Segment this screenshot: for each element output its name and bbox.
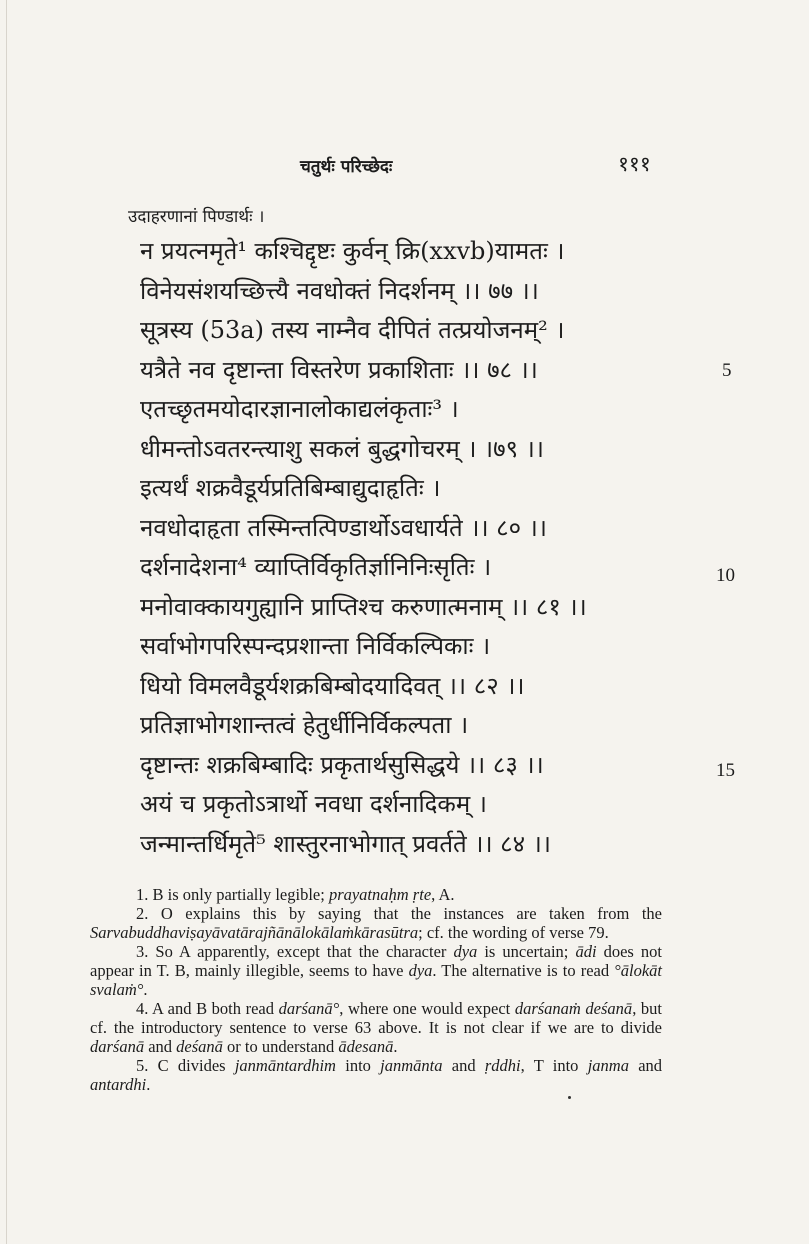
verse-line: एतच्छृतमयोदारज्ञानालोकाद्यलंकृताः³ । [140, 395, 459, 423]
verse-line: धियो विमलवैडूर्यशक्रबिम्बोदयादिवत् ।। ८२ ।। [140, 671, 525, 700]
verse-line: इत्यर्थं शक्रवैडूर्यप्रतिबिम्बाद्युदाहृतिः । [140, 474, 441, 502]
line-number-10: 10 [716, 565, 735, 586]
line-number-5: 5 [722, 360, 732, 381]
intro-line: उदाहरणानां पिण्डार्थः । [128, 207, 265, 227]
footnote-1: 1. B is only partially legible; prayatnaḥm ṛte, A. [136, 885, 455, 904]
verse-line: न प्रयत्नमृते¹ कश्चिद्दृष्टः कुर्वन् क्रि(xxvb)यामतः । [140, 237, 565, 265]
footnote-2: 2. O explains this by saying that the instances are taken from the Sarvabuddhaviṣayāvatārajñānālokālaṁkārasūtra; cf. the wording of verse 79. [90, 904, 662, 942]
footnote-3: 3. So A apparently, except that the character dya is uncertain; ādi does not appear in T. B, mainly illegible, seems to have dya. The alternative is to read °ālokāt svalaṁ°. [90, 942, 663, 999]
footnotes [90, 885, 662, 1094]
verse-line: मनोवाक्कायगुह्यानि प्राप्तिश्च करुणात्मनाम् ।। ८१ ।। [140, 592, 587, 621]
verse-line: सर्वाभोगपरिस्पन्दप्रशान्ता निर्विकल्पिकाः । [140, 632, 491, 660]
verse-line: जन्मान्तर्धिमृते⁵ शास्तुरनाभोगात् प्रवर्तते ।। ८४ ।। [140, 829, 551, 858]
running-header [0, 148, 809, 188]
print-speck [568, 1096, 571, 1099]
footnote-5: 5. C divides janmāntardhim into janmānta and ṛddhi, T into janma and antardhi. [90, 1056, 663, 1094]
line-number-15: 15 [716, 760, 735, 781]
footnote-4: 4. A and B both read darśanā°, where one would expect darśanaṁ deśanā, but cf. the introductory sentence to verse 63 above. It is not clear if we are to divide darśanā and deśanā or to understand ādesanā. [90, 999, 662, 1056]
verse-line: प्रतिज्ञाभोगशान्तत्वं हेतुर्धीनिर्विकल्पता । [140, 711, 469, 739]
verse-line: यत्रैते नव दृष्टान्ता विस्तरेण प्रकाशिताः ।। ७८ ।। [140, 355, 538, 384]
verse-line: नवधोदाहृता तस्मिन्तत्पिण्डार्थोऽवधार्यते ।। ८० ।। [140, 513, 547, 542]
verse-line: दर्शनादेशना⁴ व्याप्तिर्विकृतिर्ज्ञानिनिःसृतिः । [140, 553, 492, 581]
verse-line: अयं च प्रकृतोऽत्रार्थो नवधा दर्शनादिकम् । [140, 790, 487, 818]
verse-block [140, 232, 700, 864]
verse-line: विनेयसंशयच्छित्त्यै नवधोक्तं निदर्शनम् ।। ७७ ।। [140, 276, 539, 305]
page-number: १११ [618, 152, 651, 176]
verse-line: सूत्रस्य (53a) तस्य नाम्नैव दीपितं तत्प्रयोजनम्² । [140, 316, 565, 344]
verse-line: धीमन्तोऽवतरन्त्याशु सकलं बुद्धगोचरम् । ।७९ ।। [140, 434, 544, 463]
verse-line: दृष्टान्तः शक्रबिम्बादिः प्रकृतार्थसुसिद्धये ।। ८३ ।। [140, 750, 544, 779]
chapter-title: चतुर्थः परिच्छेदः [300, 157, 393, 177]
